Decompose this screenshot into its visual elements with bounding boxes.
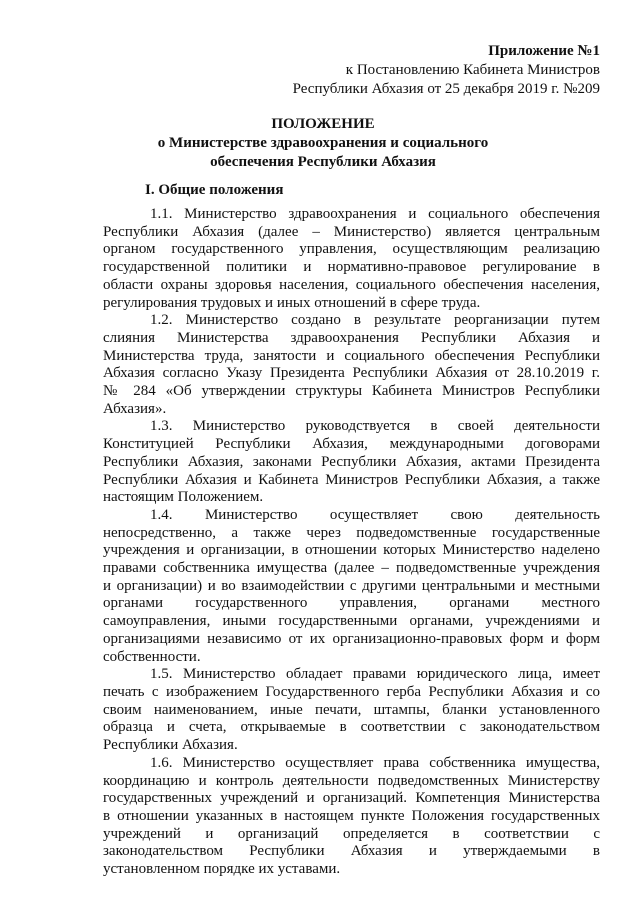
paragraph-line: Республики Абхазия.	[103, 737, 238, 754]
paragraph-line: учреждений и организаций определяется в соответствии с	[103, 825, 600, 842]
paragraph-line: № 284 «Об утверждении структуры Кабинета Министров Республики	[103, 383, 600, 400]
document-title	[103, 115, 543, 172]
paragraph-line: учреждения и организации, в отношении которых Министерство наделено	[103, 542, 600, 559]
paragraph-line: государственных учреждений и организаций. Компетенция Министерства	[103, 790, 600, 807]
paragraph-line: самоуправления, иными государственными органами, учреждениями и	[103, 613, 600, 630]
paragraph-line: законодательством Республики Абхазия и утверждаемыми в	[103, 843, 600, 860]
paragraph-line: своим наименованием, иные печати, штампы, бланки установленного	[103, 701, 600, 718]
paragraph-line: печать с изображением Государственного герба Республики Абхазия и со	[103, 683, 600, 700]
paragraph-line: Конституцией Республики Абхазия, международными договорами	[103, 436, 600, 453]
paragraph-line: 1.6. Министерство осуществляет права собственника имущества,	[150, 754, 600, 771]
paragraph-line: слияния Министерства здравоохранения Республики Абхазия и	[103, 329, 600, 346]
paragraph-line: настоящим Положением.	[103, 489, 264, 506]
paragraph-line: 1.5. Министерство обладает правами юридического лица, имеет	[150, 666, 600, 683]
appendix-reference-line1: к Постановлению Кабинета Министров	[345, 62, 600, 78]
paragraph-line: Абхазия».	[103, 400, 167, 417]
paragraph-line: Абхазия согласно Указу Президента Республики Абхазия от 28.10.2019 г.	[103, 365, 600, 382]
paragraph-line: правами собственника имущества (далее – подведомственные учреждения	[103, 560, 600, 577]
title-main: ПОЛОЖЕНИЕ	[271, 116, 375, 132]
appendix-number: Приложение №1	[488, 43, 600, 59]
paragraph-line: Республики Абхазия и Кабинета Министров Республики Абхазия, а также	[103, 471, 600, 488]
paragraph-line: государственной политики и нормативно-правовое регулирование в	[103, 259, 600, 276]
paragraph-line: установленном порядке их уставами.	[103, 861, 341, 878]
paragraph-line: в отношении указанных в настоящем пункте Положения государственных	[103, 807, 600, 824]
appendix-header	[293, 42, 600, 99]
paragraph-line: Республики Абхазия (далее – Министерство) является центральным	[103, 223, 600, 240]
document-body	[103, 206, 600, 879]
paragraph-line: области охраны здоровья населения, социального обеспечения населения,	[103, 276, 600, 293]
appendix-reference-line2: Республики Абхазия от 25 декабря 2019 г. №209	[292, 81, 600, 97]
paragraph	[103, 507, 600, 666]
paragraph-line: 1.4. Министерство осуществляет свою деятельность	[150, 506, 600, 523]
paragraph-line: регулирования трудовых и иных отношений в сфере труда.	[103, 294, 481, 311]
paragraph-line: 1.2. Министерство создано в результате реорганизации путем	[150, 312, 600, 329]
section-heading: I. Общие положения	[145, 182, 284, 198]
paragraph-line: органом государственного управления, осуществляющим реализацию	[103, 241, 600, 258]
paragraph	[103, 755, 600, 879]
paragraph-line: непосредственно, а также через подведомственные государственные	[103, 524, 600, 541]
paragraph-line: образца и счета, открываемые в соответствии с законодательством	[103, 719, 600, 736]
paragraph-line: органами государственного управления, органами местного	[103, 595, 600, 612]
paragraph-line: Республики Абхазия, законами Республики Абхазия, актами Президента	[103, 453, 600, 470]
paragraph	[103, 312, 600, 418]
paragraph-line: Министерства труда, занятости и социального обеспечения Республики	[103, 347, 600, 364]
paragraph-line: собственности.	[103, 648, 201, 665]
paragraph-line: 1.3. Министерство руководствуется в своей деятельности	[150, 418, 600, 435]
paragraph-line: и организации) и во взаимодействии с другими центральными и местными	[103, 577, 600, 594]
paragraph	[103, 418, 600, 507]
title-sub-line2: обеспечения Республики Абхазия	[210, 154, 436, 170]
paragraph	[103, 206, 600, 312]
title-sub-line1: о Министерстве здравоохранения и социального	[157, 135, 489, 151]
paragraph-line: координацию и контроль деятельности подведомственных Министерству	[103, 772, 600, 789]
paragraph-line: организациями независимо от их организационно-правовых форм и форм	[103, 630, 600, 647]
paragraph-line: 1.1. Министерство здравоохранения и социального обеспечения	[150, 206, 600, 222]
paragraph	[103, 666, 600, 755]
